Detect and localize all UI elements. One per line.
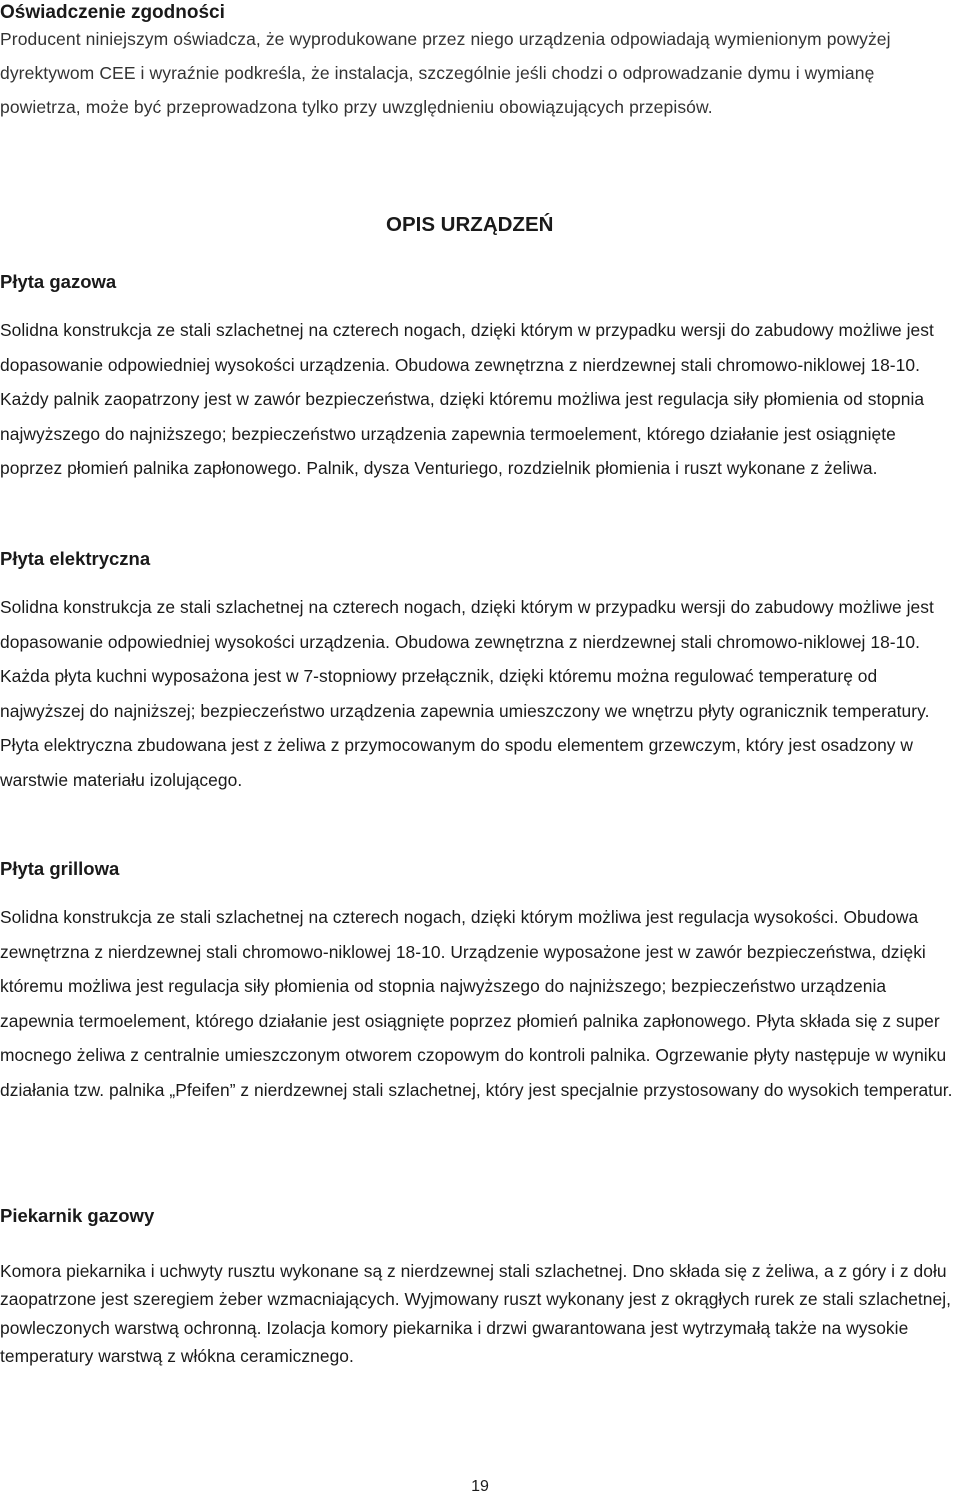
section-title: OPIS URZĄDZEŃ (386, 213, 554, 236)
grill-plate-heading: Płyta grillowa (0, 858, 120, 879)
gas-hob-heading: Płyta gazowa (0, 271, 117, 292)
page-number: 19 (471, 1478, 489, 1495)
gas-hob-text: Solidna konstrukcja ze stali szlachetnej na czterech nogach, dzięki którym w przypadku wersji do zabudowy możliwe jest dopasowanie odpowiedniej wysokości urządzenia. Obudowa zewnętrzna z nierdzewnej stali chromowo-niklowej 18-10. Każdy palnik zaopatrzony jest w zawór bezpieczeństwa, dzięki któremu możliwa jest regulacja siły płomienia od stopnia najwyższego do najniższego; bezpieczeństwo urządzenia zapewnia termoelement, którego działanie jest osiągnięte poprzez płomień palnika zapłonowego. Palnik, dysza Venturiego, rozdzielnik płomienia i ruszt wykonane z żeliwa. (0, 320, 934, 478)
electric-hob-text: Solidna konstrukcja ze stali szlachetnej na czterech nogach, dzięki którym w przypadku wersji do zabudowy możliwe jest dopasowanie odpowiedniej wysokości urządzenia. Obudowa zewnętrzna z nierdzewnej stali chromowo-niklowej 18-10. Każda płyta kuchni wyposażona jest w 7-stopniowy przełącznik, dzięki któremu można regulować temperaturę od najwyższej do najniższej; bezpieczeństwo urządzenia zapewnia umieszczony we wnętrzu płyty ogranicznik temperatury. Płyta elektryczna zbudowana jest z żeliwa z przymocowanym do spodu elementem grzewczym, który jest osadzony w warstwie materiału izolującego. (0, 597, 934, 790)
electric-hob-heading: Płyta elektryczna (0, 548, 151, 569)
gas-oven-heading: Piekarnik gazowy (0, 1205, 155, 1226)
conformity-text: Producent niniejszym oświadcza, że wyprodukowane przez niego urządzenia odpowiadają wymienionym powyżej dyrektywom CEE i wyraźnie podkreśla, że instalacja, szczególnie jeśli chodzi o odprowadzanie dymu i wymianę powietrza, może być przeprowadzona tylko przy uwzględnieniu obowiązujących przepisów. (0, 29, 891, 117)
gas-oven-text: Komora piekarnika i uchwyty rusztu wykonane są z nierdzewnej stali szlachetnej. Dno składa się z żeliwa, a z góry i z dołu zaopatrzone jest szeregiem żeber wzmacniających. Wyjmowany ruszt wykonany jest z okrągłych rurek ze stali szlachetnej, powleczonych warstwą ochronną. Izolacja komory piekarnika i drzwi gwarantowana jest wytrzymałą także na wysokie temperatury warstwą z włókna ceramicznego. (0, 1261, 952, 1366)
grill-plate-text: Solidna konstrukcja ze stali szlachetnej na czterech nogach, dzięki którym możliwa jest regulacja wysokości. Obudowa zewnętrzna z nierdzewnej stali chromowo-niklowej 18-10. Urządzenie wyposażone jest w zawór bezpieczeństwa, dzięki któremu możliwa jest regulacja siły płomienia od stopnia najwyższego do najniższego; bezpieczeństwo urządzenia zapewnia termoelement, którego działanie jest osiągnięte poprzez płomień palnika zapłonowego. Płyta składa się z super mocnego żeliwa z centralnie umieszczonym otworem czopowym do kontroli palnika. Ogrzewanie płyty następuje w wyniku działania tzw. palnika „Pfeifen” z nierdzewnej stali szlachetnej, który jest specjalnie przystosowany do wysokich temperatur. (0, 907, 953, 1100)
conformity-title: Oświadczenie zgodności (0, 2, 225, 23)
